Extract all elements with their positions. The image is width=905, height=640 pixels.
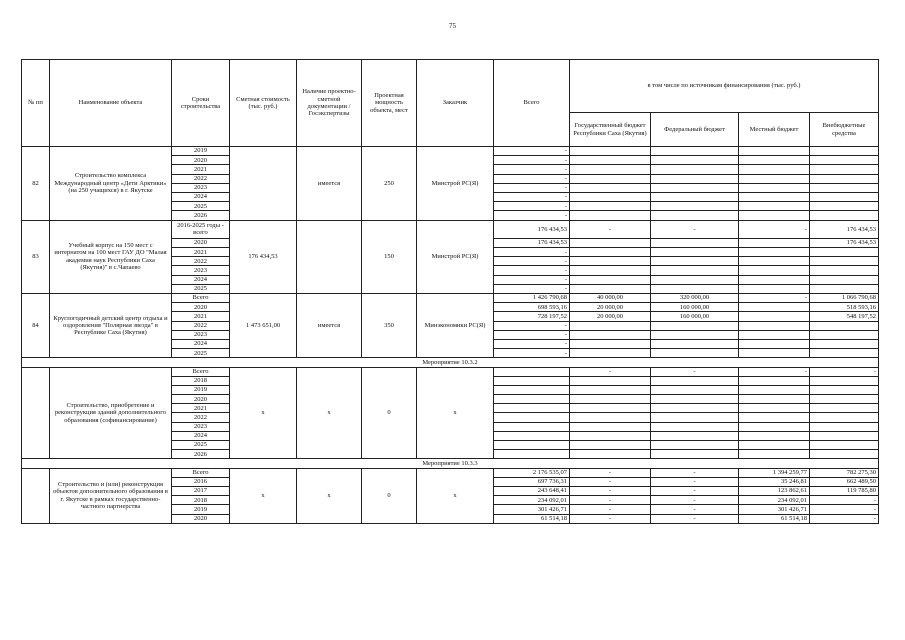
federal-budget-cell: 320 000,00	[651, 294, 739, 303]
federal-budget-cell	[651, 450, 739, 459]
col-header-terms: Сроки строительства	[172, 60, 230, 147]
state-budget-cell	[570, 422, 651, 431]
extra-budget-cell	[810, 349, 879, 358]
total-cell	[494, 385, 570, 394]
docs-cell: имеется	[297, 294, 362, 358]
total-cell: -	[494, 321, 570, 330]
year-cell: 2020	[172, 238, 230, 247]
state-budget-cell: 20 000,00	[570, 312, 651, 321]
local-budget-cell	[739, 349, 810, 358]
year-cell: 2021	[172, 312, 230, 321]
local-budget-cell	[739, 431, 810, 440]
federal-budget-cell	[651, 395, 739, 404]
state-budget-cell: -	[570, 505, 651, 514]
year-cell: 2025	[172, 202, 230, 211]
extra-budget-cell	[810, 284, 879, 293]
state-budget-cell: -	[570, 496, 651, 505]
state-budget-cell: -	[570, 514, 651, 523]
federal-budget-cell	[651, 275, 739, 284]
extra-budget-cell	[810, 257, 879, 266]
local-budget-cell	[739, 275, 810, 284]
year-cell: 2020	[172, 156, 230, 165]
customer-cell: х	[417, 367, 494, 459]
local-budget-cell	[739, 202, 810, 211]
state-budget-cell	[570, 413, 651, 422]
state-budget-cell	[570, 376, 651, 385]
state-budget-cell	[570, 174, 651, 183]
col-header-federal-budget: Федеральный бюджет	[651, 113, 739, 147]
row-number: 83	[22, 220, 50, 294]
federal-budget-cell: -	[651, 496, 739, 505]
object-name: Учебный корпус на 150 мест с интернатом на 100 мест ГАУ ДО "Малая академия наук Республики Саха (Якутия)" в с.Чапаево	[50, 220, 172, 294]
state-budget-cell: -	[570, 220, 651, 238]
extra-budget-cell: -	[810, 514, 879, 523]
cost-cell: х	[230, 468, 297, 523]
federal-budget-cell	[651, 192, 739, 201]
total-cell: -	[494, 330, 570, 339]
docs-cell: х	[297, 468, 362, 523]
total-cell: -	[494, 174, 570, 183]
state-budget-cell: 20 000,00	[570, 303, 651, 312]
extra-budget-cell	[810, 404, 879, 413]
federal-budget-cell	[651, 165, 739, 174]
year-cell: 2019	[172, 147, 230, 156]
local-budget-cell	[739, 248, 810, 257]
extra-budget-cell	[810, 330, 879, 339]
extra-budget-cell	[810, 275, 879, 284]
federal-budget-cell	[651, 284, 739, 293]
docs-cell	[297, 220, 362, 294]
extra-budget-cell	[810, 174, 879, 183]
extra-budget-cell: 1 066 790,68	[810, 294, 879, 303]
federal-budget-cell: -	[651, 486, 739, 495]
total-cell: -	[494, 339, 570, 348]
page-number: 75	[449, 22, 456, 30]
total-cell: -	[494, 284, 570, 293]
state-budget-cell	[570, 238, 651, 247]
local-budget-cell	[739, 441, 810, 450]
customer-cell: Минэкономики РС(Я)	[417, 294, 494, 358]
total-cell: 243 648,41	[494, 486, 570, 495]
col-header-name: Наименование объекта	[50, 60, 172, 147]
total-cell	[494, 422, 570, 431]
extra-budget-cell	[810, 376, 879, 385]
year-cell: 2022	[172, 413, 230, 422]
federal-budget-cell	[651, 266, 739, 275]
total-cell: 234 092,01	[494, 496, 570, 505]
federal-budget-cell: 160 000,00	[651, 312, 739, 321]
extra-budget-cell: -	[810, 505, 879, 514]
state-budget-cell	[570, 183, 651, 192]
total-cell	[494, 395, 570, 404]
year-cell: 2016	[172, 477, 230, 486]
total-cell	[494, 431, 570, 440]
total-cell: 728 197,52	[494, 312, 570, 321]
year-cell: 2021	[172, 248, 230, 257]
federal-budget-cell	[651, 385, 739, 394]
extra-budget-cell	[810, 211, 879, 220]
total-cell	[494, 404, 570, 413]
local-budget-cell: -	[739, 367, 810, 376]
local-budget-cell: 1 394 259,77	[739, 468, 810, 477]
local-budget-cell: 123 862,61	[739, 486, 810, 495]
local-budget-cell	[739, 413, 810, 422]
state-budget-cell	[570, 339, 651, 348]
total-cell: 2 176 535,07	[494, 468, 570, 477]
local-budget-cell: 234 092,01	[739, 496, 810, 505]
extra-budget-cell: -	[810, 496, 879, 505]
state-budget-cell: 40 000,00	[570, 294, 651, 303]
year-cell: 2025	[172, 349, 230, 358]
federal-budget-cell	[651, 349, 739, 358]
federal-budget-cell: -	[651, 468, 739, 477]
row-number	[22, 468, 50, 523]
financing-table	[21, 59, 879, 524]
local-budget-cell	[739, 395, 810, 404]
local-budget-cell	[739, 238, 810, 247]
extra-budget-cell	[810, 202, 879, 211]
state-budget-cell	[570, 156, 651, 165]
federal-budget-cell	[651, 183, 739, 192]
total-cell: -	[494, 275, 570, 284]
total-cell: -	[494, 266, 570, 275]
year-cell: 2023	[172, 183, 230, 192]
state-budget-cell	[570, 165, 651, 174]
state-budget-cell	[570, 450, 651, 459]
extra-budget-cell: 518 593,16	[810, 303, 879, 312]
total-cell: -	[494, 202, 570, 211]
row-number: 82	[22, 147, 50, 221]
year-cell: 2019	[172, 505, 230, 514]
extra-budget-cell	[810, 192, 879, 201]
local-budget-cell	[739, 165, 810, 174]
table-row	[22, 294, 879, 303]
extra-budget-cell	[810, 339, 879, 348]
extra-budget-cell	[810, 385, 879, 394]
financing-table-sheet	[21, 59, 879, 524]
local-budget-cell	[739, 303, 810, 312]
state-budget-cell	[570, 211, 651, 220]
capacity-cell: 0	[362, 468, 417, 523]
year-cell: 2023	[172, 266, 230, 275]
year-cell: 2022	[172, 174, 230, 183]
year-cell: 2025	[172, 284, 230, 293]
col-header-extra-budget: Внебюджетные средства	[810, 113, 879, 147]
year-cell: 2020	[172, 303, 230, 312]
total-cell	[494, 441, 570, 450]
col-header-customer: Заказчик	[417, 60, 494, 147]
year-cell: 2018	[172, 496, 230, 505]
extra-budget-cell	[810, 431, 879, 440]
state-budget-cell	[570, 441, 651, 450]
total-cell: -	[494, 183, 570, 192]
local-budget-cell	[739, 284, 810, 293]
year-cell: 2021	[172, 404, 230, 413]
local-budget-cell	[739, 404, 810, 413]
local-budget-cell	[739, 450, 810, 459]
extra-budget-cell	[810, 422, 879, 431]
federal-budget-cell	[651, 339, 739, 348]
year-cell: 2026	[172, 450, 230, 459]
total-cell: 176 434,53	[494, 238, 570, 247]
state-budget-cell	[570, 395, 651, 404]
local-budget-cell	[739, 257, 810, 266]
extra-budget-cell: 119 785,80	[810, 486, 879, 495]
object-name: Строительство и (или) реконструкция объектов дополнительного образования в г. Якутске в рамках государственно-частного партнерства	[50, 468, 172, 523]
local-budget-cell	[739, 422, 810, 431]
federal-budget-cell: -	[651, 477, 739, 486]
total-cell: -	[494, 211, 570, 220]
federal-budget-cell	[651, 330, 739, 339]
total-cell	[494, 367, 570, 376]
federal-budget-cell: -	[651, 514, 739, 523]
state-budget-cell	[570, 275, 651, 284]
state-budget-cell: -	[570, 468, 651, 477]
docs-cell: имеется	[297, 147, 362, 221]
federal-budget-cell: -	[651, 220, 739, 238]
capacity-cell: 250	[362, 147, 417, 221]
total-cell: 176 434,53	[494, 220, 570, 238]
local-budget-cell	[739, 156, 810, 165]
table-row	[22, 468, 879, 477]
federal-budget-cell	[651, 238, 739, 247]
customer-cell: Минстрой РС(Я)	[417, 147, 494, 221]
year-cell: Всего	[172, 367, 230, 376]
local-budget-cell: 301 426,71	[739, 505, 810, 514]
local-budget-cell	[739, 266, 810, 275]
extra-budget-cell	[810, 156, 879, 165]
extra-budget-cell: 782 275,30	[810, 468, 879, 477]
table-row	[22, 147, 879, 156]
state-budget-cell: -	[570, 477, 651, 486]
state-budget-cell	[570, 404, 651, 413]
capacity-cell: 0	[362, 367, 417, 459]
total-cell: -	[494, 349, 570, 358]
section-title: Мероприятие 10.3.3	[22, 459, 879, 468]
state-budget-cell	[570, 147, 651, 156]
extra-budget-cell: 176 434,53	[810, 220, 879, 238]
table-row	[22, 367, 879, 376]
federal-budget-cell	[651, 202, 739, 211]
cost-cell: 1 473 651,00	[230, 294, 297, 358]
section-row	[22, 459, 879, 468]
local-budget-cell: -	[739, 294, 810, 303]
col-header-sources: в том числе по источникам финансирования (тыс. руб.)	[570, 60, 879, 113]
local-budget-cell	[739, 183, 810, 192]
col-header-state-budget: Государственный бюджет Республики Саха (Якутия)	[570, 113, 651, 147]
col-header-cost: Сметная стоимость (тыс. руб.)	[230, 60, 297, 147]
total-cell: -	[494, 248, 570, 257]
object-name: Круглогодичный детский центр отдыха и оздоровления "Полярная звезда" в Республике Саха (Якутия)	[50, 294, 172, 358]
state-budget-cell	[570, 248, 651, 257]
extra-budget-cell	[810, 441, 879, 450]
federal-budget-cell: -	[651, 505, 739, 514]
total-cell: -	[494, 165, 570, 174]
extra-budget-cell	[810, 183, 879, 192]
federal-budget-cell	[651, 211, 739, 220]
table-row	[22, 220, 879, 238]
extra-budget-cell	[810, 450, 879, 459]
local-budget-cell	[739, 174, 810, 183]
local-budget-cell	[739, 339, 810, 348]
extra-budget-cell	[810, 395, 879, 404]
year-cell: 2017	[172, 486, 230, 495]
extra-budget-cell: 548 197,52	[810, 312, 879, 321]
docs-cell: х	[297, 367, 362, 459]
federal-budget-cell	[651, 147, 739, 156]
federal-budget-cell	[651, 422, 739, 431]
total-cell: 697 736,31	[494, 477, 570, 486]
extra-budget-cell: 176 434,53	[810, 238, 879, 247]
state-budget-cell: -	[570, 367, 651, 376]
col-header-num: № пп	[22, 60, 50, 147]
year-cell: 2023	[172, 330, 230, 339]
col-header-total: Всего	[494, 60, 570, 147]
header-row	[22, 60, 879, 113]
object-name: Строительство комплекса Международный центр «Дети Арктики» (на 250 учащихся) в г. Якутске	[50, 147, 172, 221]
col-header-capacity: Проектная мощность объекта, мест	[362, 60, 417, 147]
year-cell: 2021	[172, 165, 230, 174]
object-name: Строительство, приобретение и реконструкция зданий дополнительного образования (софинансирование)	[50, 367, 172, 459]
federal-budget-cell	[651, 321, 739, 330]
year-cell: 2026	[172, 211, 230, 220]
state-budget-cell	[570, 431, 651, 440]
total-cell: 301 426,71	[494, 505, 570, 514]
state-budget-cell: -	[570, 486, 651, 495]
year-cell: 2024	[172, 431, 230, 440]
total-cell: -	[494, 147, 570, 156]
federal-budget-cell	[651, 431, 739, 440]
extra-budget-cell	[810, 147, 879, 156]
cost-cell: х	[230, 367, 297, 459]
year-cell: 2016-2025 годы - всего	[172, 220, 230, 238]
extra-budget-cell	[810, 248, 879, 257]
local-budget-cell: -	[739, 220, 810, 238]
state-budget-cell	[570, 330, 651, 339]
total-cell: -	[494, 192, 570, 201]
row-number	[22, 367, 50, 459]
local-budget-cell	[739, 330, 810, 339]
total-cell: -	[494, 156, 570, 165]
year-cell: Всего	[172, 468, 230, 477]
local-budget-cell	[739, 312, 810, 321]
extra-budget-cell: -	[810, 367, 879, 376]
col-header-local-budget: Местный бюджет	[739, 113, 810, 147]
extra-budget-cell	[810, 413, 879, 422]
federal-budget-cell	[651, 174, 739, 183]
extra-budget-cell	[810, 321, 879, 330]
cost-cell	[230, 147, 297, 221]
total-cell: 698 593,16	[494, 303, 570, 312]
row-number: 84	[22, 294, 50, 358]
year-cell: 2020	[172, 395, 230, 404]
capacity-cell: 350	[362, 294, 417, 358]
state-budget-cell	[570, 266, 651, 275]
year-cell: 2018	[172, 376, 230, 385]
federal-budget-cell	[651, 156, 739, 165]
total-cell	[494, 413, 570, 422]
year-cell: Всего	[172, 294, 230, 303]
extra-budget-cell	[810, 266, 879, 275]
local-budget-cell	[739, 147, 810, 156]
federal-budget-cell	[651, 257, 739, 266]
federal-budget-cell: -	[651, 367, 739, 376]
year-cell: 2024	[172, 192, 230, 201]
state-budget-cell	[570, 284, 651, 293]
extra-budget-cell: 662 489,50	[810, 477, 879, 486]
capacity-cell: 150	[362, 220, 417, 294]
local-budget-cell	[739, 376, 810, 385]
state-budget-cell	[570, 385, 651, 394]
state-budget-cell	[570, 257, 651, 266]
local-budget-cell: 35 246,81	[739, 477, 810, 486]
year-cell: 2019	[172, 385, 230, 394]
local-budget-cell	[739, 211, 810, 220]
local-budget-cell	[739, 385, 810, 394]
federal-budget-cell	[651, 441, 739, 450]
year-cell: 2024	[172, 339, 230, 348]
state-budget-cell	[570, 349, 651, 358]
customer-cell: х	[417, 468, 494, 523]
year-cell: 2023	[172, 422, 230, 431]
year-cell: 2024	[172, 275, 230, 284]
local-budget-cell: 61 514,18	[739, 514, 810, 523]
customer-cell: Минстрой РС(Я)	[417, 220, 494, 294]
total-cell	[494, 376, 570, 385]
year-cell: 2025	[172, 441, 230, 450]
federal-budget-cell: 160 000,00	[651, 303, 739, 312]
federal-budget-cell	[651, 376, 739, 385]
local-budget-cell	[739, 321, 810, 330]
local-budget-cell	[739, 192, 810, 201]
total-cell	[494, 450, 570, 459]
total-cell: 61 514,18	[494, 514, 570, 523]
federal-budget-cell	[651, 413, 739, 422]
cost-cell: 176 434,53	[230, 220, 297, 294]
year-cell: 2022	[172, 257, 230, 266]
state-budget-cell	[570, 321, 651, 330]
state-budget-cell	[570, 192, 651, 201]
year-cell: 2022	[172, 321, 230, 330]
federal-budget-cell	[651, 248, 739, 257]
total-cell: -	[494, 257, 570, 266]
state-budget-cell	[570, 202, 651, 211]
col-header-docs: Наличие проектно-сметной документации /Госэкспертизы	[297, 60, 362, 147]
federal-budget-cell	[651, 404, 739, 413]
year-cell: 2020	[172, 514, 230, 523]
extra-budget-cell	[810, 165, 879, 174]
total-cell: 1 426 790,68	[494, 294, 570, 303]
section-title: Мероприятие 10.3.2	[22, 358, 879, 367]
section-row	[22, 358, 879, 367]
